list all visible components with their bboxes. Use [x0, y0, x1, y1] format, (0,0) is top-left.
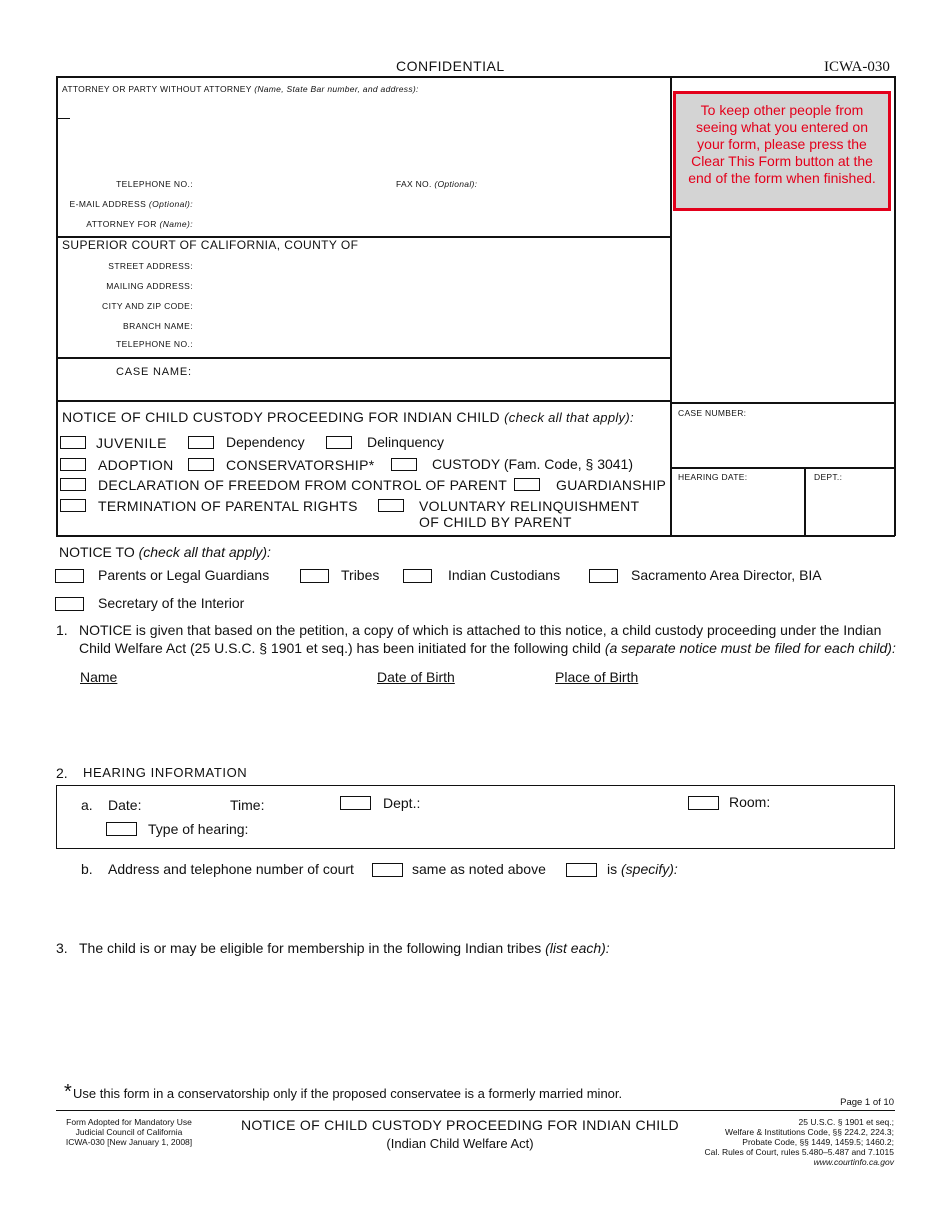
- dependency-label: Dependency: [226, 434, 305, 450]
- item1-text-a: NOTICE is given that based on the petition, a copy of which is attached to this notice, a child custody proceeding under the Indian: [79, 622, 882, 638]
- same-as-above-label: same as noted above: [412, 861, 546, 877]
- adoption-label: ADOPTION: [98, 457, 174, 473]
- juvenile-checkbox[interactable]: [60, 436, 86, 449]
- footer-right-3: Probate Code, §§ 1449, 1459.5; 1460.2;: [742, 1137, 894, 1147]
- sacramento-checkbox[interactable]: [589, 569, 618, 583]
- court-street-label: STREET ADDRESS:: [108, 261, 193, 271]
- termination-label: TERMINATION OF PARENTAL RIGHTS: [98, 498, 358, 514]
- footer-rule: [56, 1110, 895, 1111]
- voluntary-checkbox[interactable]: [378, 499, 404, 512]
- notice-to-title: NOTICE TO (check all that apply):: [59, 544, 271, 560]
- guardianship-label: GUARDIANSHIP: [556, 477, 667, 493]
- hearing-dept-label: Dept.:: [383, 795, 421, 811]
- item1-number: 1.: [56, 622, 68, 638]
- delinquency-checkbox[interactable]: [326, 436, 352, 449]
- footer-title: NOTICE OF CHILD CUSTODY PROCEEDING FOR INDIAN CHILD: [241, 1117, 679, 1133]
- case-name-bottom-line: [56, 400, 670, 402]
- child-dob-header: Date of Birth: [377, 669, 455, 685]
- secretary-label: Secretary of the Interior: [98, 595, 245, 611]
- item2-title: HEARING INFORMATION: [83, 765, 248, 780]
- proceeding-title: NOTICE OF CHILD CUSTODY PROCEEDING FOR INDIAN CHILD (check all that apply):: [62, 409, 634, 425]
- case-name-label: CASE NAME:: [116, 366, 192, 378]
- attorney-field-mark: [56, 118, 70, 119]
- adoption-checkbox[interactable]: [60, 458, 86, 471]
- hearing-type-checkbox[interactable]: [106, 822, 137, 836]
- child-name-header: Name: [80, 669, 118, 685]
- hearing-time-label: Time:: [230, 797, 265, 813]
- hearing-date-label: HEARING DATE:: [678, 472, 748, 482]
- page-number: Page 1 of 10: [840, 1097, 894, 1108]
- item1-text-b: Child Welfare Act (25 U.S.C. § 1901 et seq.) has been initiated for the following child (a separate notice must be filed for each child):: [79, 640, 896, 656]
- juvenile-label: JUVENILE: [96, 435, 167, 451]
- parents-label: Parents or Legal Guardians: [98, 567, 270, 583]
- court-city-label: CITY AND ZIP CODE:: [102, 301, 193, 311]
- conservatorship-checkbox[interactable]: [188, 458, 214, 471]
- dependency-checkbox[interactable]: [188, 436, 214, 449]
- court-telephone-label: TELEPHONE NO.:: [116, 339, 193, 349]
- guardianship-checkbox[interactable]: [514, 478, 540, 491]
- conservatorship-label: CONSERVATORSHIP*: [226, 457, 375, 473]
- attorney-fax-label: FAX NO. (Optional):: [396, 179, 478, 189]
- custody-checkbox[interactable]: [391, 458, 417, 471]
- left-border: [56, 76, 58, 400]
- hearing-dept-checkbox[interactable]: [340, 796, 371, 810]
- voluntary-label-2: OF CHILD BY PARENT: [419, 514, 572, 530]
- same-as-above-checkbox[interactable]: [372, 863, 403, 877]
- secretary-checkbox[interactable]: [55, 597, 84, 611]
- top-border-left: [56, 76, 670, 78]
- footer-website-link[interactable]: www.courtinfo.ca.gov: [813, 1157, 894, 1167]
- termination-checkbox[interactable]: [60, 499, 86, 512]
- hearing-room-label: Room:: [729, 794, 771, 810]
- attorney-for-label: ATTORNEY FOR (Name):: [86, 219, 193, 229]
- case-number-label: CASE NUMBER:: [678, 408, 747, 418]
- footer-left-2: Judicial Council of California: [75, 1127, 183, 1137]
- hearing-date-top-line: [670, 467, 895, 469]
- item2a-letter: a.: [81, 797, 93, 813]
- footer-right-2: Welfare & Institutions Code, §§ 224.2, 224.3;: [724, 1127, 894, 1137]
- parents-checkbox[interactable]: [55, 569, 84, 583]
- voluntary-label-1: VOLUNTARY RELINQUISHMENT: [419, 498, 640, 514]
- delinquency-label: Delinquency: [367, 434, 445, 450]
- tribes-label: Tribes: [341, 567, 380, 583]
- footer-subtitle: (Indian Child Welfare Act): [386, 1136, 534, 1151]
- item3-number: 3.: [56, 940, 68, 956]
- item2b-letter: b.: [81, 861, 93, 877]
- hearing-type-label: Type of hearing:: [148, 821, 249, 837]
- confidential-label: CONFIDENTIAL: [396, 58, 505, 74]
- dept-label: DEPT.:: [814, 472, 843, 482]
- specify-label: is (specify):: [607, 861, 678, 877]
- court-branch-label: BRANCH NAME:: [123, 321, 193, 331]
- clear-form-notice: [673, 91, 891, 211]
- court-title: SUPERIOR COURT OF CALIFORNIA, COUNTY OF: [62, 238, 359, 252]
- court-mailing-label: MAILING ADDRESS:: [106, 281, 193, 291]
- attorney-telephone-label: TELEPHONE NO.:: [116, 179, 193, 189]
- right-box-bottom-line: [670, 535, 895, 537]
- footer-right-1: 25 U.S.C. § 1901 et seq.;: [798, 1117, 894, 1127]
- custodians-label: Indian Custodians: [448, 567, 561, 583]
- footnote-star: *: [64, 1081, 72, 1103]
- form-number: ICWA-030: [824, 59, 890, 75]
- item3-text: The child is or may be eligible for membership in the following Indian tribes (list each):: [79, 940, 610, 956]
- specify-checkbox[interactable]: [566, 863, 597, 877]
- declaration-checkbox[interactable]: [60, 478, 86, 491]
- clear-form-notice-text: To keep other people from seeing what you entered on your form, please press the Clear This Form button at the end of the form when finished.: [688, 102, 876, 186]
- sacramento-label: Sacramento Area Director, BIA: [631, 567, 822, 583]
- proceeding-bottom-line: [56, 535, 670, 537]
- footer-right-4: Cal. Rules of Court, rules 5.480–5.487 and 7.1015: [704, 1147, 894, 1157]
- footer-left-1: Form Adopted for Mandatory Use: [66, 1117, 192, 1127]
- hearing-room-checkbox[interactable]: [688, 796, 719, 810]
- footer-left-3: ICWA-030 [New January 1, 2008]: [65, 1137, 193, 1147]
- court-bottom-line: [56, 357, 670, 359]
- footnote-text: Use this form in a conservatorship only if the proposed conservatee is a formerly married minor.: [73, 1086, 623, 1101]
- tribes-checkbox[interactable]: [300, 569, 329, 583]
- top-border-right: [670, 76, 895, 78]
- child-pob-header: Place of Birth: [555, 669, 639, 685]
- footer-right: [660, 1117, 894, 1167]
- custodians-checkbox[interactable]: [403, 569, 432, 583]
- attorney-email-label: E-MAIL ADDRESS (Optional):: [69, 199, 193, 209]
- court-address-label: Address and telephone number of court: [108, 861, 354, 877]
- declaration-label: DECLARATION OF FREEDOM FROM CONTROL OF PARENT: [98, 477, 508, 493]
- dept-divider: [804, 467, 806, 536]
- proceeding-left-border: [56, 400, 58, 536]
- hearing-date-field-label: Date:: [108, 797, 142, 813]
- attorney-heading: ATTORNEY OR PARTY WITHOUT ATTORNEY (Name, State Bar number, and address):: [62, 84, 419, 94]
- custody-label: CUSTODY (Fam. Code, § 3041): [432, 456, 634, 472]
- item2-number: 2.: [56, 765, 68, 781]
- footer-left: [54, 1117, 204, 1147]
- case-number-top-line: [670, 402, 895, 404]
